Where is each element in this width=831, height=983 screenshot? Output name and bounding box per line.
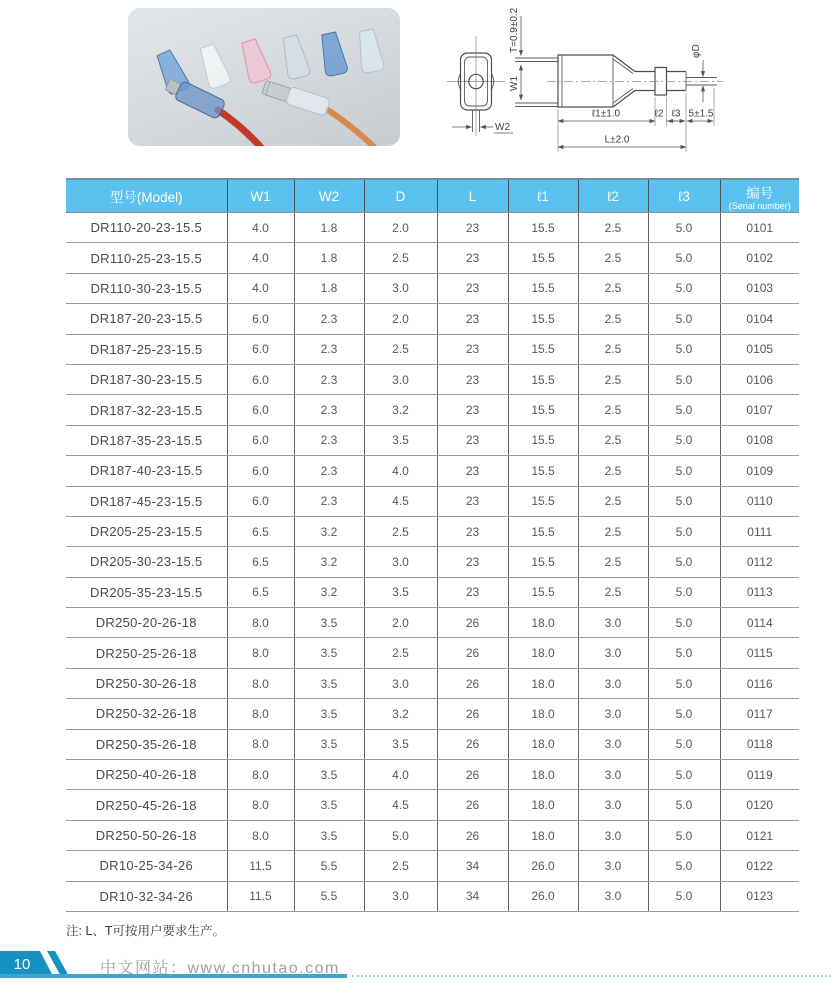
value-cell: 1.8 (294, 243, 364, 273)
value-cell: 15.5 (508, 213, 578, 243)
column-header-serial: 编号 (Serial number) (720, 179, 799, 213)
value-cell: 3.2 (294, 547, 364, 577)
table-row (66, 425, 799, 455)
value-cell: 3.0 (364, 547, 437, 577)
l3-label: ℓ3 (671, 108, 681, 120)
value-cell: 26 (437, 699, 508, 729)
serial-cell: 0115 (720, 638, 799, 668)
table-row (66, 516, 799, 546)
value-cell: 3.0 (578, 820, 648, 850)
production-note: 注: L、T可按用户要求生产。 (66, 924, 226, 938)
value-cell: 3.2 (364, 395, 437, 425)
spec-table-wrap (66, 178, 799, 912)
table-row (66, 243, 799, 273)
value-cell: 8.0 (227, 668, 294, 698)
value-cell: 2.5 (578, 547, 648, 577)
table-row (66, 364, 799, 394)
value-cell: 5.0 (648, 425, 720, 455)
value-cell: 5.5 (294, 881, 364, 911)
value-cell: 15.5 (508, 425, 578, 455)
value-cell: 2.5 (578, 304, 648, 334)
value-cell: 6.0 (227, 425, 294, 455)
value-cell: 5.0 (648, 881, 720, 911)
serial-cell: 0109 (720, 456, 799, 486)
value-cell: 3.5 (294, 820, 364, 850)
value-cell: 3.0 (578, 729, 648, 759)
model-cell: DR250-40-26-18 (66, 760, 227, 790)
table-row (66, 395, 799, 425)
model-cell: DR187-20-23-15.5 (66, 304, 227, 334)
value-cell: 11.5 (227, 851, 294, 881)
value-cell: 23 (437, 456, 508, 486)
serial-cell: 0116 (720, 668, 799, 698)
footer-dotted-line (352, 975, 831, 977)
value-cell: 15.5 (508, 243, 578, 273)
value-cell: 8.0 (227, 699, 294, 729)
value-cell: 2.5 (578, 273, 648, 303)
value-cell: 2.5 (364, 851, 437, 881)
value-cell: 26 (437, 668, 508, 698)
l1-label: ℓ1±1.0 (591, 108, 621, 120)
value-cell: 2.3 (294, 395, 364, 425)
value-cell: 3.2 (364, 699, 437, 729)
value-cell: 5.0 (648, 729, 720, 759)
value-cell: 5.0 (648, 273, 720, 303)
terminal-cover (196, 42, 231, 89)
value-cell: 23 (437, 395, 508, 425)
value-cell: 26 (437, 790, 508, 820)
value-cell: 3.0 (364, 273, 437, 303)
value-cell: 26 (437, 638, 508, 668)
model-cell: DR250-45-26-18 (66, 790, 227, 820)
model-cell: DR187-30-23-15.5 (66, 364, 227, 394)
table-row (66, 486, 799, 516)
value-cell: 2.5 (578, 456, 648, 486)
table-row (66, 699, 799, 729)
value-cell: 6.0 (227, 486, 294, 516)
value-cell: 1.8 (294, 213, 364, 243)
value-cell: 3.0 (364, 364, 437, 394)
value-cell: 2.5 (578, 516, 648, 546)
spec-table (66, 178, 799, 912)
serial-cell: 0106 (720, 364, 799, 394)
column-header: W1 (227, 179, 294, 213)
serial-cell: 0102 (720, 243, 799, 273)
model-cell: DR187-25-23-15.5 (66, 334, 227, 364)
column-header: ℓ2 (578, 179, 648, 213)
value-cell: 15.5 (508, 334, 578, 364)
value-cell: 2.5 (364, 516, 437, 546)
table-row (66, 820, 799, 850)
serial-cell: 0104 (720, 304, 799, 334)
value-cell: 5.0 (648, 577, 720, 607)
serial-cell: 0117 (720, 699, 799, 729)
terminal-cover (238, 38, 272, 85)
terminal-cover (318, 31, 348, 77)
l2-label: ℓ2 (654, 108, 664, 120)
value-cell: 23 (437, 547, 508, 577)
value-cell: 6.0 (227, 334, 294, 364)
table-row (66, 638, 799, 668)
model-cell: DR250-35-26-18 (66, 729, 227, 759)
value-cell: 18.0 (508, 638, 578, 668)
serial-cell: 0112 (720, 547, 799, 577)
value-cell: 3.5 (364, 729, 437, 759)
value-cell: 18.0 (508, 820, 578, 850)
value-cell: 2.5 (578, 425, 648, 455)
value-cell: 6.5 (227, 577, 294, 607)
value-cell: 5.0 (648, 304, 720, 334)
model-cell: DR205-35-23-15.5 (66, 577, 227, 607)
value-cell: 8.0 (227, 729, 294, 759)
value-cell: 5.0 (648, 851, 720, 881)
value-cell: 18.0 (508, 729, 578, 759)
value-cell: 26 (437, 760, 508, 790)
value-cell: 2.5 (578, 213, 648, 243)
terminal-cover (355, 28, 384, 73)
value-cell: 26 (437, 820, 508, 850)
website-label: 中文网站：www.cnhutao.com (100, 960, 340, 977)
value-cell: 18.0 (508, 699, 578, 729)
value-cell: 3.0 (578, 638, 648, 668)
value-cell: 5.0 (364, 820, 437, 850)
serial-cell: 0120 (720, 790, 799, 820)
serial-cell: 0103 (720, 273, 799, 303)
table-row (66, 334, 799, 364)
value-cell: 5.0 (648, 243, 720, 273)
value-cell: 3.0 (364, 668, 437, 698)
value-cell: 5.0 (648, 516, 720, 546)
table-row (66, 547, 799, 577)
value-cell: 2.3 (294, 486, 364, 516)
model-cell: DR205-30-23-15.5 (66, 547, 227, 577)
value-cell: 2.3 (294, 304, 364, 334)
value-cell: 2.5 (578, 243, 648, 273)
model-cell: DR187-35-23-15.5 (66, 425, 227, 455)
value-cell: 4.5 (364, 486, 437, 516)
value-cell: 5.0 (648, 638, 720, 668)
column-header: W2 (294, 179, 364, 213)
side-view (509, 7, 723, 152)
product-photo (128, 8, 400, 146)
value-cell: 3.2 (294, 577, 364, 607)
value-cell: 2.0 (364, 213, 437, 243)
column-header: 型号(Model) (66, 179, 227, 213)
model-cell: DR250-20-26-18 (66, 608, 227, 638)
serial-cell: 0111 (720, 516, 799, 546)
value-cell: 3.5 (294, 699, 364, 729)
value-cell: 15.5 (508, 516, 578, 546)
serial-cell: 0113 (720, 577, 799, 607)
value-cell: 2.5 (578, 577, 648, 607)
model-cell: DR110-20-23-15.5 (66, 213, 227, 243)
table-row (66, 577, 799, 607)
value-cell: 3.0 (578, 760, 648, 790)
serial-cell: 0123 (720, 881, 799, 911)
serial-cell: 0122 (720, 851, 799, 881)
value-cell: 15.5 (508, 364, 578, 394)
value-cell: 26 (437, 608, 508, 638)
model-cell: DR10-32-34-26 (66, 881, 227, 911)
value-cell: 15.5 (508, 273, 578, 303)
table-row (66, 273, 799, 303)
value-cell: 6.0 (227, 456, 294, 486)
table-row (66, 213, 799, 243)
value-cell: 23 (437, 516, 508, 546)
value-cell: 15.5 (508, 395, 578, 425)
technical-diagram (435, 0, 831, 165)
model-cell: DR205-25-23-15.5 (66, 516, 227, 546)
table-row (66, 760, 799, 790)
value-cell: 5.0 (648, 395, 720, 425)
serial-cell: 0121 (720, 820, 799, 850)
value-cell: 2.5 (578, 486, 648, 516)
value-cell: 15.5 (508, 486, 578, 516)
value-cell: 4.5 (364, 790, 437, 820)
value-cell: 3.5 (294, 638, 364, 668)
value-cell: 5.0 (648, 790, 720, 820)
phi-d-label: φD (691, 44, 702, 58)
w2-label: W2 (495, 122, 510, 133)
table-row (66, 608, 799, 638)
model-cell: DR250-50-26-18 (66, 820, 227, 850)
value-cell: 2.5 (364, 638, 437, 668)
value-cell: 5.0 (648, 334, 720, 364)
value-cell: 23 (437, 486, 508, 516)
five-label: 5±1.5 (688, 108, 714, 120)
value-cell: 5.5 (294, 851, 364, 881)
value-cell: 3.0 (578, 608, 648, 638)
product-photo-art (128, 8, 400, 146)
value-cell: 15.5 (508, 456, 578, 486)
column-header: ℓ1 (508, 179, 578, 213)
value-cell: 8.0 (227, 608, 294, 638)
value-cell: 15.5 (508, 547, 578, 577)
value-cell: 5.0 (648, 456, 720, 486)
serial-cell: 0101 (720, 213, 799, 243)
orange-wire-terminal (261, 78, 384, 146)
value-cell: 4.0 (227, 213, 294, 243)
value-cell: 3.0 (364, 881, 437, 911)
value-cell: 4.0 (364, 456, 437, 486)
value-cell: 5.0 (648, 547, 720, 577)
serial-cell: 0107 (720, 395, 799, 425)
value-cell: 5.0 (648, 699, 720, 729)
value-cell: 4.0 (227, 273, 294, 303)
value-cell: 6.5 (227, 547, 294, 577)
value-cell: 5.0 (648, 820, 720, 850)
value-cell: 6.0 (227, 364, 294, 394)
value-cell: 2.3 (294, 456, 364, 486)
value-cell: 23 (437, 364, 508, 394)
value-cell: 4.0 (364, 760, 437, 790)
value-cell: 2.5 (578, 395, 648, 425)
table-row (66, 851, 799, 881)
page-number: 10 (13, 956, 31, 973)
value-cell: 18.0 (508, 668, 578, 698)
serial-cell: 0108 (720, 425, 799, 455)
table-row (66, 790, 799, 820)
value-cell: 34 (437, 881, 508, 911)
serial-cell: 0118 (720, 729, 799, 759)
value-cell: 6.0 (227, 395, 294, 425)
value-cell: 2.0 (364, 304, 437, 334)
value-cell: 3.5 (294, 668, 364, 698)
value-cell: 8.0 (227, 760, 294, 790)
value-cell: 2.5 (364, 334, 437, 364)
value-cell: 3.0 (578, 790, 648, 820)
value-cell: 18.0 (508, 790, 578, 820)
value-cell: 3.5 (294, 760, 364, 790)
serial-cell: 0110 (720, 486, 799, 516)
value-cell: 2.5 (578, 334, 648, 364)
terminal-cover (279, 34, 311, 80)
value-cell: 1.8 (294, 273, 364, 303)
value-cell: 3.5 (364, 425, 437, 455)
value-cell: 2.3 (294, 364, 364, 394)
table-row (66, 729, 799, 759)
value-cell: 3.0 (578, 699, 648, 729)
value-cell: 23 (437, 243, 508, 273)
model-cell: DR110-25-23-15.5 (66, 243, 227, 273)
l-total-label: L±2.0 (604, 134, 630, 146)
value-cell: 5.0 (648, 486, 720, 516)
front-view (447, 36, 513, 136)
column-header: L (437, 179, 508, 213)
value-cell: 5.0 (648, 668, 720, 698)
value-cell: 26.0 (508, 881, 578, 911)
column-header: D (364, 179, 437, 213)
model-cell: DR187-45-23-15.5 (66, 486, 227, 516)
model-cell: DR187-40-23-15.5 (66, 456, 227, 486)
value-cell: 2.0 (364, 608, 437, 638)
model-cell: DR10-25-34-26 (66, 851, 227, 881)
value-cell: 3.2 (294, 516, 364, 546)
table-row (66, 881, 799, 911)
value-cell: 4.0 (227, 243, 294, 273)
value-cell: 26 (437, 729, 508, 759)
column-header: ℓ3 (648, 179, 720, 213)
value-cell: 23 (437, 425, 508, 455)
table-row (66, 456, 799, 486)
model-cell: DR250-32-26-18 (66, 699, 227, 729)
value-cell: 8.0 (227, 820, 294, 850)
value-cell: 3.5 (294, 790, 364, 820)
table-row (66, 668, 799, 698)
value-cell: 3.0 (578, 668, 648, 698)
value-cell: 3.0 (578, 881, 648, 911)
t-label: T=0.9±0.2 (509, 7, 520, 53)
model-cell: DR110-30-23-15.5 (66, 273, 227, 303)
value-cell: 18.0 (508, 608, 578, 638)
value-cell: 23 (437, 273, 508, 303)
serial-cell: 0114 (720, 608, 799, 638)
value-cell: 8.0 (227, 790, 294, 820)
serial-cell: 0119 (720, 760, 799, 790)
value-cell: 2.5 (578, 364, 648, 394)
value-cell: 15.5 (508, 304, 578, 334)
value-cell: 5.0 (648, 608, 720, 638)
value-cell: 5.0 (648, 364, 720, 394)
value-cell: 23 (437, 577, 508, 607)
serial-cell: 0105 (720, 334, 799, 364)
value-cell: 23 (437, 304, 508, 334)
value-cell: 23 (437, 334, 508, 364)
value-cell: 34 (437, 851, 508, 881)
value-cell: 2.3 (294, 334, 364, 364)
model-cell: DR187-32-23-15.5 (66, 395, 227, 425)
w1-label: W1 (509, 76, 520, 91)
value-cell: 8.0 (227, 638, 294, 668)
value-cell: 18.0 (508, 760, 578, 790)
value-cell: 5.0 (648, 213, 720, 243)
model-cell: DR250-30-26-18 (66, 668, 227, 698)
value-cell: 6.5 (227, 516, 294, 546)
value-cell: 2.5 (364, 243, 437, 273)
value-cell: 2.3 (294, 425, 364, 455)
value-cell: 3.5 (364, 577, 437, 607)
value-cell: 3.5 (294, 608, 364, 638)
value-cell: 6.0 (227, 304, 294, 334)
value-cell: 11.5 (227, 881, 294, 911)
value-cell: 3.0 (578, 851, 648, 881)
value-cell: 26.0 (508, 851, 578, 881)
value-cell: 5.0 (648, 760, 720, 790)
model-cell: DR250-25-26-18 (66, 638, 227, 668)
table-row (66, 304, 799, 334)
value-cell: 3.5 (294, 729, 364, 759)
value-cell: 23 (437, 213, 508, 243)
value-cell: 15.5 (508, 577, 578, 607)
